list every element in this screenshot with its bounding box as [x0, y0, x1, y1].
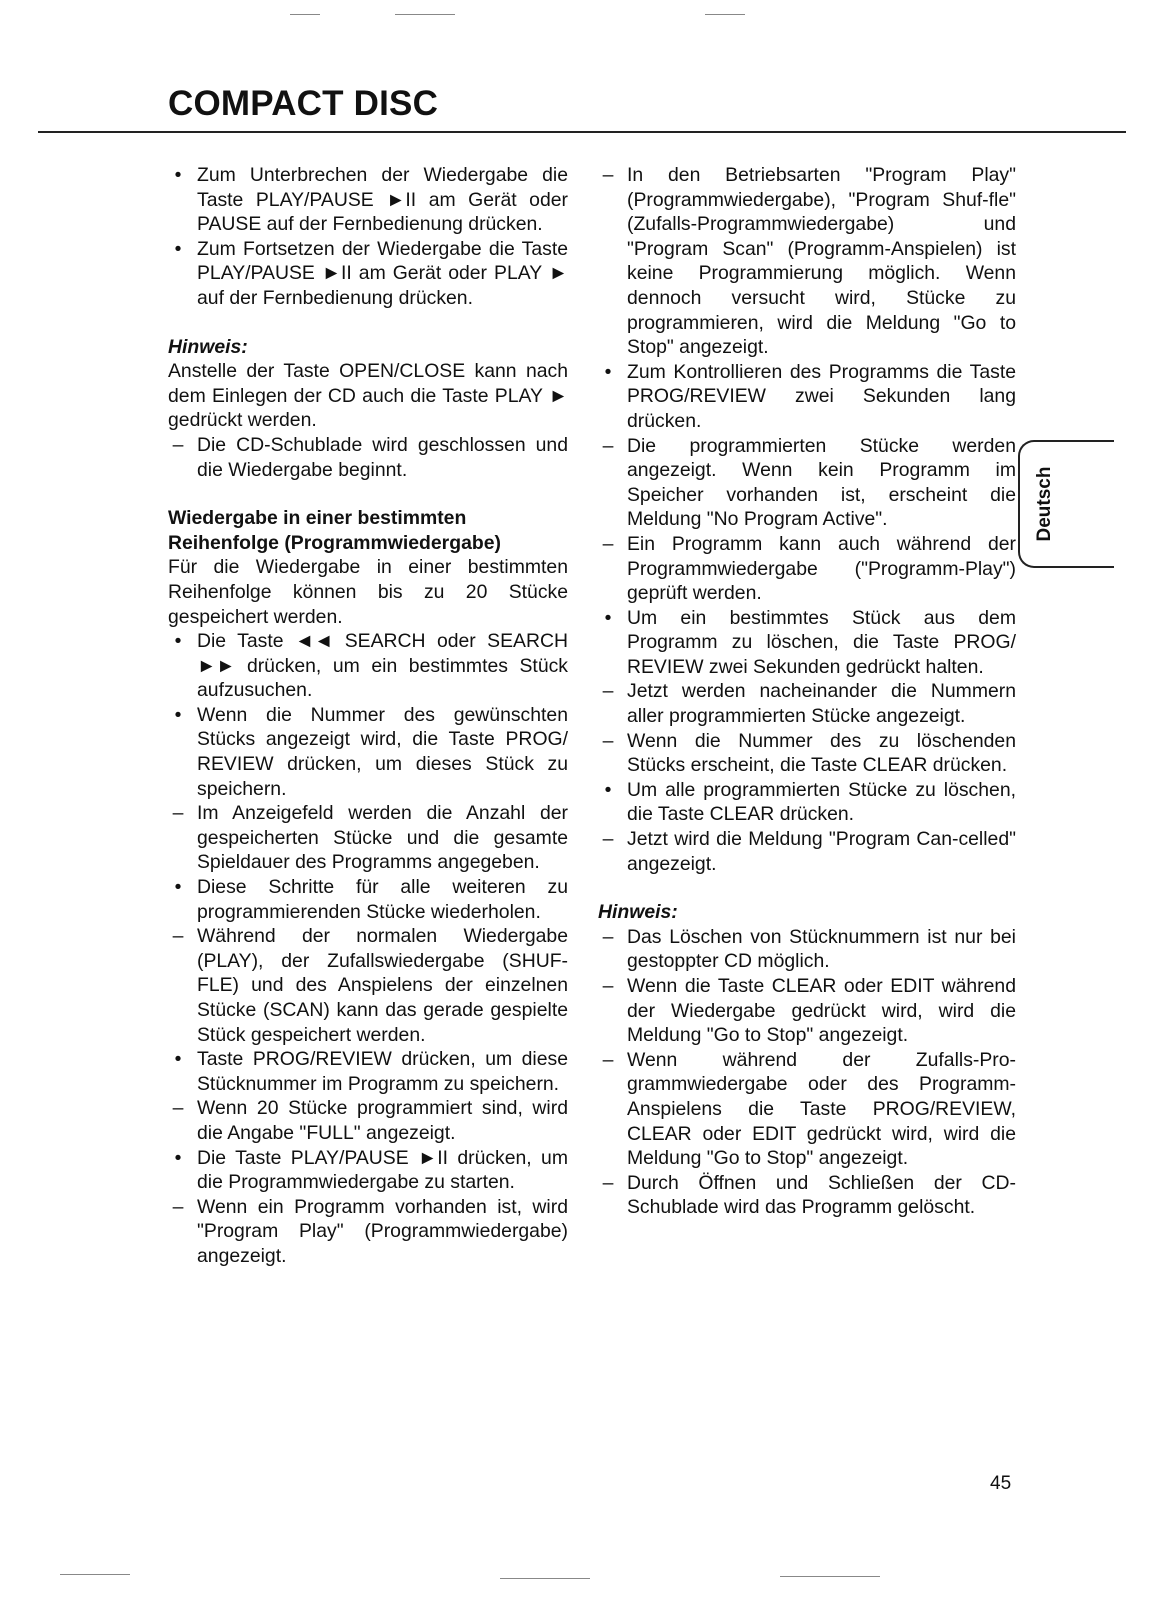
dash-item [598, 679, 1016, 728]
item-text: Wenn während der Zufalls-Pro-grammwiedergabe oder des Programm-Anspielens die Taste PROG/REVIEW, CLEAR oder EDIT gedrückt wird, wird die Meldung "Go to Stop" angezeigt. [627, 1048, 1016, 1170]
bullet-item [598, 778, 1016, 827]
bullet-icon: • [174, 237, 182, 260]
item-text: Wenn 20 Stücke programmiert sind, wird die Angabe "FULL" angezeigt. [197, 1097, 568, 1144]
item-text: Um ein bestimmtes Stück aus dem Programm zu löschen, die Taste PROG/ REVIEW zwei Sekunden gedrückt halten. [627, 606, 1016, 678]
dash-item [598, 1171, 1016, 1220]
scan-speck [290, 14, 320, 15]
item-text: Um alle programmierten Stücke zu löschen, die Taste CLEAR drücken. [627, 778, 1016, 826]
item-text: Ein Programm kann auch während der Programmwiedergabe ("Programm-Play") geprüft werden. [627, 532, 1016, 605]
dash-item [598, 434, 1016, 532]
bullet-icon: • [174, 164, 182, 186]
dash-icon: – [602, 434, 614, 457]
dash-icon: – [602, 532, 614, 555]
bullet-icon: • [604, 606, 612, 629]
bullet-item [168, 629, 568, 703]
item-text: Jetzt wird die Meldung "Program Can-celled" angezeigt. [627, 828, 1016, 875]
scan-speck [500, 1578, 590, 1579]
dash-icon: – [172, 433, 184, 456]
dash-icon: – [602, 828, 614, 851]
item-text: Durch Öffnen und Schließen der CD-Schublade wird das Programm gelöscht. [627, 1171, 1016, 1219]
page-title: COMPACT DISC [168, 84, 439, 123]
bullet-item [168, 1146, 568, 1195]
bullet-icon: • [174, 630, 182, 653]
item-text: Diese Schritte für alle weiteren zu programmierenden Stücke wiederholen. [197, 876, 568, 923]
dash-item [168, 1096, 568, 1145]
page-number: 45 [990, 1473, 1012, 1494]
section-heading: Wiedergabe in einer bestimmten Reihenfolge (Programmwiedergabe) [168, 507, 501, 554]
title-rule [38, 131, 1126, 133]
dash-icon: – [602, 925, 614, 948]
item-text: Wenn die Nummer des gewünschten Stücks angezeigt wird, die Taste PROG/ REVIEW drücken, um dieses Stück zu speichern. [197, 703, 568, 800]
dash-icon: – [602, 975, 614, 997]
item-text: Wenn ein Programm vorhanden ist, wird "Program Play" (Programmwiedergabe) angezeigt. [197, 1195, 568, 1267]
item-text: Jetzt werden nacheinander die Nummern aller programmierten Stücke angezeigt. [627, 680, 1016, 728]
dash-item [598, 827, 1016, 876]
dash-icon: – [602, 729, 614, 752]
bullet-item [168, 163, 568, 237]
paragraph: Anstelle der Taste OPEN/CLOSE kann nach dem Einlegen der CD auch die Taste PLAY ► gedrückt werden. [168, 360, 568, 432]
item-text: Die programmierten Stücke werden angezeigt. Wenn kein Programm im Speicher vorhanden ist, erscheint die Meldung "No Program Active". [627, 434, 1016, 531]
scan-speck [60, 1574, 130, 1575]
bullet-item [168, 237, 568, 311]
language-tab-label: Deutsch [1034, 466, 1055, 542]
scan-speck [780, 1576, 880, 1577]
item-text: In den Betriebsarten "Program Play" (Programmwiedergabe), "Program Shuf-fle" (Zufalls-Programmwiedergabe) und "Program Scan" (Programm-Anspielen) ist keine Programmierung möglich. Wenn dennoch versucht wird, Stücke zu programmieren, wird die Meldung "Go to Stop" angezeigt. [627, 164, 1016, 359]
dash-item [598, 532, 1016, 606]
item-text: Die Taste ◄◄ SEARCH oder SEARCH ►► drücken, um ein bestimmtes Stück aufzusuchen. [197, 630, 568, 702]
item-text: Zum Kontrollieren des Programms die Taste PROG/REVIEW zwei Sekunden lang drücken. [627, 360, 1016, 432]
note-heading: Hinweis: [598, 901, 678, 924]
dash-item [168, 801, 568, 875]
bullet-item [598, 606, 1016, 680]
item-text: Wenn die Nummer des zu löschenden Stücks erscheint, die Taste CLEAR drücken. [627, 729, 1016, 777]
dash-item [598, 1048, 1016, 1171]
dash-item [168, 433, 568, 482]
bullet-icon: • [174, 876, 182, 899]
left-column [168, 163, 568, 1269]
item-text: Wenn die Taste CLEAR oder EDIT während der Wiedergabe gedrückt wird, wird die Meldung "Go to Stop" angezeigt. [627, 975, 1016, 1047]
dash-item [598, 163, 1016, 360]
dash-item [598, 729, 1016, 778]
right-column [598, 163, 1016, 1220]
item-text: Die CD-Schublade wird geschlossen und die Wiedergabe beginnt. [197, 433, 568, 481]
dash-item [168, 924, 568, 1047]
dash-icon: – [172, 1195, 184, 1218]
dash-item [168, 1195, 568, 1269]
bullet-item [168, 703, 568, 801]
bullet-icon: • [604, 360, 612, 383]
dash-icon: – [602, 680, 614, 703]
bullet-item [168, 1047, 568, 1096]
bullet-icon: • [604, 778, 612, 801]
item-text: Zum Unterbrechen der Wiedergabe die Taste PLAY/PAUSE ►II am Gerät oder PAUSE auf der Fernbedienung drücken. [197, 164, 568, 236]
dash-item [598, 925, 1016, 974]
note-heading: Hinweis: [168, 335, 248, 358]
language-tab [1018, 440, 1114, 568]
dash-icon: – [172, 925, 184, 948]
item-text: Im Anzeigefeld werden die Anzahl der gespeicherten Stücke und die gesamte Spieldauer des Programms angegeben. [197, 802, 568, 874]
dash-icon: – [602, 1171, 614, 1194]
bullet-icon: • [174, 1048, 182, 1071]
item-text: Taste PROG/REVIEW drücken, um diese Stücknummer im Programm zu speichern. [197, 1048, 568, 1095]
dash-item [598, 974, 1016, 1048]
bullet-item [598, 360, 1016, 434]
dash-icon: – [602, 1048, 614, 1071]
dash-icon: – [172, 1097, 184, 1120]
item-text: Während der normalen Wiedergabe (PLAY), der Zufallswiedergabe (SHUF-FLE) und des Anspielens der einzelnen Stücke (SCAN) kann das gerade gespielte Stück gespeichert werden. [197, 925, 568, 1046]
item-text: Das Löschen von Stücknummern ist nur bei gestoppter CD möglich. [627, 925, 1016, 973]
item-text: Zum Fortsetzen der Wiedergabe die Taste PLAY/PAUSE ►II am Gerät oder PLAY ► auf der Fernbedienung drücken. [197, 237, 568, 309]
dash-icon: – [602, 164, 614, 186]
item-text: Die Taste PLAY/PAUSE ►II drücken, um die Programmwiedergabe zu starten. [197, 1146, 568, 1194]
bullet-icon: • [174, 1146, 182, 1169]
bullet-item [168, 875, 568, 924]
dash-icon: – [172, 802, 184, 825]
bullet-icon: • [174, 703, 182, 726]
paragraph: Für die Wiedergabe in einer bestimmten Reihenfolge können bis zu 20 Stücke gespeichert werden. [168, 556, 568, 628]
scan-speck [395, 14, 455, 15]
scan-speck [705, 14, 745, 15]
